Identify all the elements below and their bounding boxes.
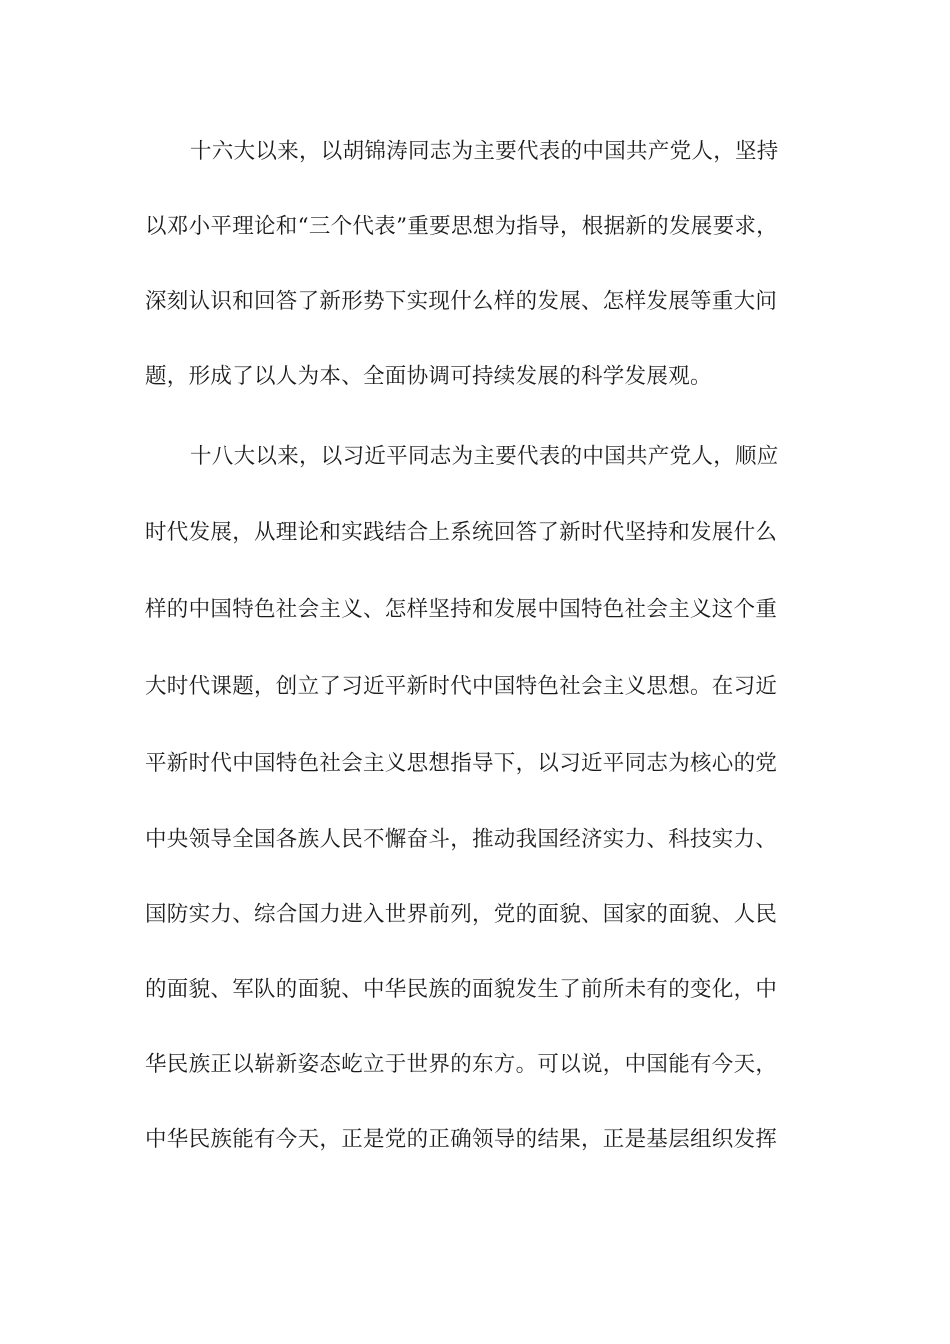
- paragraph-1-line-4: 题，形成了以人为本、全面协调可持续发展的科学发展观。: [145, 364, 712, 389]
- paragraph-2-line-2: 时代发展，从理论和实践结合上系统回答了新时代坚持和发展什么: [145, 520, 778, 545]
- paragraph-2-line-5: 平新时代中国特色社会主义思想指导下，以习近平同志为核心的党: [145, 751, 778, 776]
- paragraph-1-line-1: 十六大以来，以胡锦涛同志为主要代表的中国共产党人，坚持: [190, 139, 779, 164]
- paragraph-2-line-8: 的面貌、军队的面貌、中华民族的面貌发生了前所未有的变化，中: [145, 977, 778, 1002]
- paragraph-1-line-3: 深刻认识和回答了新形势下实现什么样的发展、怎样发展等重大问: [145, 289, 778, 314]
- paragraph-2-line-10: 中华民族能有今天，正是党的正确领导的结果，正是基层组织发挥: [145, 1127, 778, 1152]
- paragraph-2-line-7: 国防实力、综合国力进入世界前列，党的面貌、国家的面貌、人民: [145, 902, 778, 927]
- paragraph-2-line-6: 中央领导全国各族人民不懈奋斗，推动我国经济实力、科技实力、: [145, 827, 778, 852]
- paragraph-1-line-2: 以邓小平理论和“三个代表”重要思想为指导，根据新的发展要求，: [145, 214, 778, 239]
- paragraph-2-line-9: 华民族正以崭新姿态屹立于世界的东方。可以说，中国能有今天，: [145, 1052, 778, 1077]
- paragraph-2-line-1: 十八大以来，以习近平同志为主要代表的中国共产党人，顺应: [190, 444, 779, 469]
- paragraph-2-line-3: 样的中国特色社会主义、怎样坚持和发展中国特色社会主义这个重: [145, 597, 778, 622]
- paragraph-2-line-4: 大时代课题，创立了习近平新时代中国特色社会主义思想。在习近: [145, 674, 778, 699]
